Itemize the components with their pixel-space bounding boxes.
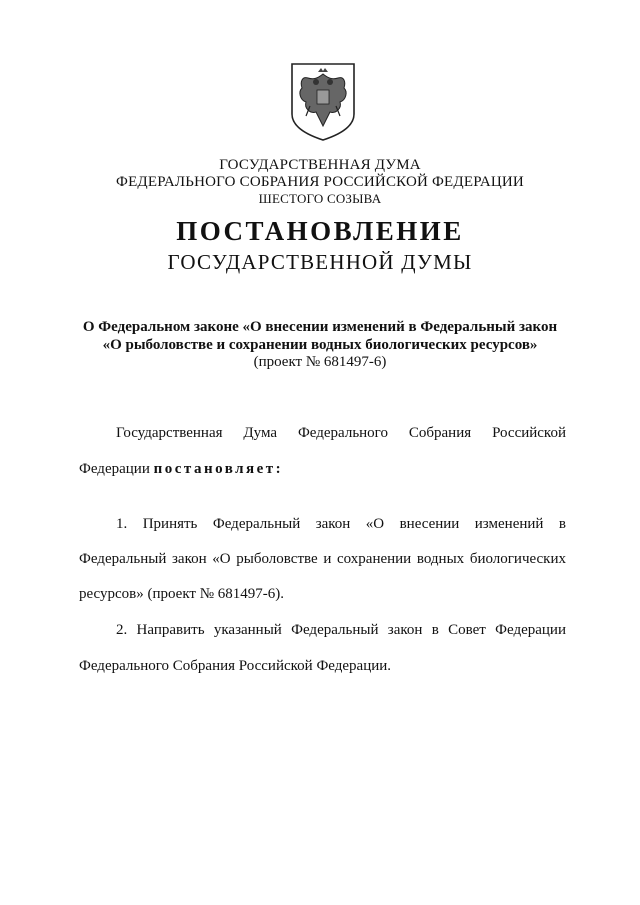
subject-line-1: О Федеральном законе «О внесении изменений в Федеральный закон bbox=[82, 319, 558, 335]
subject-line-2: «О рыболовстве и сохранении водных биологических ресурсов» bbox=[102, 337, 538, 353]
document-type-title: ПОСТАНОВЛЕНИЕ bbox=[176, 216, 464, 246]
document-issuer: ГОСУДАРСТВЕННОЙ ДУМЫ bbox=[167, 250, 473, 274]
org-line-1: ГОСУДАРСТВЕННАЯ ДУМА bbox=[219, 157, 421, 173]
convocation-line: ШЕСТОГО СОЗЫВА bbox=[258, 191, 382, 206]
preamble-line-2 bbox=[79, 460, 566, 478]
org-line-2: ФЕДЕРАЛЬНОГО СОБРАНИЯ РОССИЙСКОЙ ФЕДЕРАЦИИ bbox=[116, 174, 524, 190]
preamble-word: Федерации bbox=[79, 461, 150, 477]
item-1-line-1: 1. Принять Федеральный закон «О внесении изменений в bbox=[116, 516, 566, 532]
item-1-line-3: ресурсов» (проект № 681497-6). bbox=[79, 586, 285, 602]
preamble-line-1: Государственная Дума Федерального Собрания Российской bbox=[116, 425, 566, 441]
item-1-line-2: Федеральный закон «О рыболовстве и сохранении водных биологических bbox=[79, 551, 566, 567]
item-2-line-1: 2. Направить указанный Федеральный закон в Совет Федерации bbox=[116, 622, 566, 638]
item-2-line-2: Федерального Собрания Российской Федерации. bbox=[79, 658, 392, 674]
russian-coat-of-arms-icon bbox=[288, 60, 358, 144]
project-number: (проект № 681497-6) bbox=[253, 354, 387, 370]
resolution-verb: постановляет: bbox=[153, 461, 284, 477]
